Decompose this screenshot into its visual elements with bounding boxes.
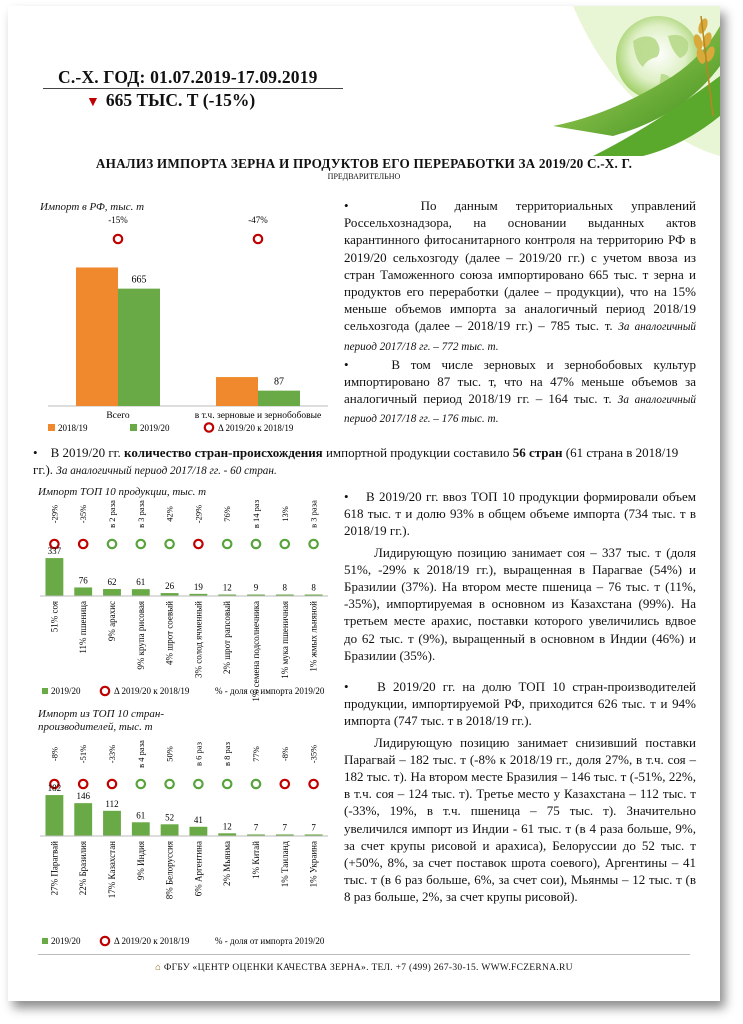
chart3-category-label: 9% Индия	[135, 841, 146, 881]
chart3-value-label: 182	[47, 783, 62, 794]
chart3-change-label: -8%	[279, 746, 290, 762]
chart3-change-label: в 8 раз	[222, 742, 233, 766]
paragraph-5: Лидирующую позицию занимает соя – 337 тыс. т (доля 51%, -29% к 2018/19 гг.), выращенная в Парагвае (54%) и Бразилии (37%). На втором месте пшеница – 76 тыс. т (11%, -35%), импортируемая в основном из Казахстана (99%). На третьем месте арахис, поставки которого увеличились вдвое до 62 тыс. т (9%), выращенный в основном в Индии (46%) и Бразилии (35%).	[344, 544, 696, 663]
chart3-value-label: 7	[282, 822, 288, 833]
chart3-change-marker-neg	[281, 780, 289, 788]
chart2-category-label: 51% соя	[49, 601, 60, 633]
chart1-legend-2018: 2018/19	[58, 423, 88, 433]
p3-part-e: (61 страна в 2018/19 гг.).	[33, 445, 679, 478]
p3-part-d: 56 стран	[512, 445, 563, 460]
chart2-change-marker-neg	[79, 540, 87, 548]
chart2-legend-share: % - доля от импорта 2019/20	[215, 686, 325, 696]
countries-paragraph: • В 2019/20 гг. количество стран-происхождения импортной продукции составило 56 стран (61 страна в 2018/19 гг.). За аналогичный период 2017/18 гг. - 60 стран.	[33, 445, 679, 478]
chart1-bar-2018/19-0	[76, 267, 118, 406]
chart3-bar-2	[103, 811, 121, 836]
chart2-category-label: 1% жмых льняной	[308, 601, 319, 672]
footer	[8, 963, 720, 973]
chart1-change-marker	[114, 235, 122, 243]
chart3-value-label: 12	[222, 821, 232, 832]
chart3-legend-change: Δ 2019/20 к 2018/19	[114, 936, 190, 946]
chart3-change-label: -51%	[78, 744, 89, 764]
paragraph-7: Лидирующую позицию занимает снизивший поставки Парагвай – 182 тыс. т (-8% к 2018/19 гг., доля 27%, в т.ч. соя – 182 тыс. т). На втором месте Бразилия – 146 тыс. т (-51%, 22%, в т.ч. соя – 124 тыс. т). Третье место у Казахстана – 112 тыс. т (-33%, 19%, в т.ч. пшеница – 75 тыс. т). Значительно увеличился импорт из Индии - 61 тыс. т (в 4 раза больше, 9%, за счет крупы рисовой и арахиса), Белоруссии до 52 тыс. т (+50%, 8%, за счет поставок шрота соевого), Аргентины – 41 тыс. т (в 6 раз больше, 6%, за счет сои), Мьянмы – 12 тыс. т (в 8 раз больше, 2%, за счет крупы рисовой).	[344, 734, 696, 905]
chart3-change-marker-neg	[79, 780, 87, 788]
chart3-value-label: 41	[193, 814, 203, 825]
chart3-legend-series: 2019/20	[51, 936, 81, 946]
chart2-change-label: в 2 раза	[107, 500, 117, 528]
chart-top10-countries	[28, 736, 333, 951]
chart2-change-marker-pos	[223, 540, 231, 548]
chart2-bar-0	[45, 558, 63, 596]
chart2-change-marker-pos	[165, 540, 173, 548]
chart2-category-label: 9% арахис	[107, 601, 117, 642]
chart2-change-label: -35%	[78, 504, 89, 524]
page	[8, 6, 720, 1001]
chart1-legend-2019: 2019/20	[140, 423, 170, 433]
paragraph-2: В том числе зерновых и зернобобовых культур импортировано 87 тыс. т, что на 47% меньше объемов за аналогичный период 2018/19 гг. – 164 тыс. т.	[344, 356, 696, 407]
chart3-category-label: 22% Бразилия	[78, 841, 89, 896]
chart1-legend-change: Δ 2019/20 к 2018/19	[218, 423, 294, 433]
chart2-value-label: 62	[107, 577, 117, 588]
chart3-change-label: -33%	[107, 744, 117, 764]
chart2-change-marker-pos	[108, 540, 116, 548]
chart2-bar-2	[103, 589, 121, 596]
chart3-title-line2: производителей, тыс. т	[38, 721, 153, 733]
chart2-change-label: 76%	[222, 506, 233, 522]
chart2-change-label: в 3 раза	[135, 500, 146, 528]
chart3-legend-marker	[101, 937, 109, 945]
chart2-change-marker-pos	[309, 540, 317, 548]
text-block-2: • В 2019/20 гг. ввоз ТОП 10 продукции формировали объем 618 тыс. т и долю 93% в общем объеме импорта (734 тыс. т в 2018/19 гг.). Лидирующую позицию занимает соя – 337 тыс. т (доля 51%, -29% к 2018/19 гг.), выращенная в Парагвае (54%) и Бразилии (37%). На втором месте пшеница – 76 тыс. т (11%, -35%), импортируемая в основном из Казахстана (99%). На третьем месте арахис, поставки которого увеличились вдвое до 62 тыс. т (9%), выращенный в основном в Индии (46%) и Бразилии (35%). • В 2019/20 гг. на долю ТОП 10 стран-производителей продукции, импортируемой РФ, приходится 626 тыс. т и 94% импорта (747 тыс. т в 2018/19 гг.). Лидирующую позицию занимает снизивший поставки Парагвай – 182 тыс. т (-8% к 2018/19 гг., доля 27%, в т.ч. соя – 182 тыс. т). На втором месте Бразилия – 146 тыс. т (-51%, 22%, в т.ч. соя – 124 тыс. т). Третье место у Казахстана – 112 тыс. т (-33%, 19%, в т.ч. пшеница – 75 тыс. т). Значительно увеличился импорт из Индии - 61 тыс. т (в 4 раза больше, 9%, за счет крупы рисовой и арахиса), Белоруссии до 52 тыс. т (+50%, 8%, за счет поставок шрота соевого), Аргентины – 41 тыс. т (в 6 раз больше, 6%, за счет сои), Мьянмы – 12 тыс. т (в 8 раз больше, 2%, за счет крупы рисовой).	[344, 489, 696, 905]
chart2-category-label: 2% шрот рапсовый	[222, 601, 233, 675]
chart3-change-marker-neg	[309, 780, 317, 788]
chart2-value-label: 12	[222, 582, 232, 593]
chart3-bar-5	[189, 827, 207, 836]
chart3-value-label: 112	[105, 798, 119, 809]
paragraph-2-note: За аналогичный период 2017/18 гг. – 176 тыс. т.	[344, 394, 697, 426]
chart3-category-label: 17% Казахстан	[107, 841, 117, 899]
chart3-category-label: 6% Аргентина	[193, 841, 204, 897]
chart3-change-marker-neg	[108, 780, 116, 788]
p3-part-b: количество стран-происхождения	[124, 445, 323, 460]
chart3-title-line1: Импорт из ТОП 10 стран-	[38, 708, 165, 720]
header-divider	[43, 88, 343, 89]
chart2-value-label: 9	[253, 582, 259, 593]
chart3-change-label: в 4 раза	[135, 740, 146, 768]
chart1-legend-swatch-2018	[48, 424, 55, 431]
chart2-value-label: 19	[193, 581, 203, 592]
chart3-category-label: 8% Белоруссия	[164, 841, 175, 900]
chart3-value-label: 61	[136, 810, 146, 821]
text-block-1: • По данным территориальных управлений Россельхознадзора, на основании выданных актов карантинного фитосанитарного контроля на территорию РФ в 2019/20 сельхозгоду (далее – 2019/20 гг.) с учетом ввоза из стран Таможенного союза импортировано 665 тыс. т зерна и продуктов его переработки (далее – продукции), что на 15% меньше объемов импорта за аналогичный период 2018/19 сельхозгода (далее – 2018/19 гг.) – 785 тыс. т. За аналогичный период 2017/18 гг. – 772 тыс. т. • В том числе зерновых и зернобобовых культур импортировано 87 тыс. т, что на 47% меньше объемов за аналогичный период 2018/19 гг. – 164 тыс. т. За аналогичный период 2017/18 гг. – 176 тыс. т.	[344, 198, 697, 426]
chart2-change-label: в 14 раз	[251, 499, 261, 529]
chart2-value-label: 337	[47, 546, 62, 557]
chart1-bar-2019/20-0	[118, 289, 160, 406]
chart3-bar-3	[132, 822, 150, 836]
chart3-bar-1	[74, 803, 92, 836]
chart1-legend-marker	[205, 423, 213, 431]
chart1-value-label: 87	[274, 376, 284, 388]
chart3-value-label: 146	[76, 791, 90, 802]
footer-text: ФГБУ «ЦЕНТР ОЦЕНКИ КАЧЕСТВА ЗЕРНА». ТЕЛ. +7 (499) 267-30-15. WWW.FCZERNA.RU	[163, 963, 573, 973]
chart2-category-label: 9% крупа рисовая	[135, 601, 146, 670]
period-heading: С.-Х. ГОД: 01.07.2019-17.09.2019	[58, 67, 318, 87]
p3-part-a: В 2019/20 гг.	[50, 445, 125, 460]
chart3-change-marker-pos	[223, 780, 231, 788]
chart2-value-label: 8	[311, 582, 316, 593]
chart3-value-label: 7	[311, 822, 316, 833]
chart2-change-label: -29%	[49, 504, 60, 524]
page-title: АНАЛИЗ ИМПОРТА ЗЕРНА И ПРОДУКТОВ ЕГО ПЕРЕРАБОТКИ ЗА 2019/20 С.-Х. Г.	[95, 156, 633, 171]
chart3-change-marker-pos	[252, 780, 260, 788]
chart3-change-marker-pos	[137, 780, 145, 788]
paragraph-4: В 2019/20 гг. ввоз ТОП 10 продукции формировали объем 618 тыс. т и долю 93% в общем объеме импорта (734 тыс. т в 2018/19 гг.).	[344, 489, 696, 539]
chart3-value-label: 7	[253, 822, 259, 833]
chart2-category-label: 11% пшеница	[78, 601, 89, 654]
chart3-category-label: 1% Украина	[308, 841, 319, 888]
chart1-value-label: 665	[131, 274, 147, 286]
chart1-change-label: -15%	[108, 215, 128, 225]
chart2-change-label: -29%	[193, 504, 204, 524]
chart2-category-label: 3% солод ячменный	[193, 601, 204, 679]
chart2-title: Импорт ТОП 10 продукции, тыс. т	[38, 486, 207, 498]
chart3-legend-share: % - доля от импорта 2019/20	[215, 936, 325, 946]
chart3-change-label: 50%	[164, 746, 175, 762]
chart2-category-label: 1% семена подсолнечника	[251, 601, 261, 702]
chart3-category-label: 1% Китай	[251, 841, 261, 879]
chart3-category-label: 1% Таиланд	[279, 841, 290, 888]
chart1-category-label: в т.ч. зерновые и зернобобовые	[194, 411, 322, 421]
chart3-change-marker-pos	[194, 780, 202, 788]
chart3-category-label: 2% Мьянма	[222, 841, 233, 886]
total-change-heading	[86, 90, 255, 111]
chart2-change-marker-pos	[137, 540, 145, 548]
p3-note: За аналогичный период 2017/18 гг. - 60 стран.	[56, 465, 277, 478]
chart1-bar-2019/20-1	[258, 391, 300, 406]
paragraph-6: В 2019/20 гг. на долю ТОП 10 стран-производителей продукции, импортируемой РФ, приходится 626 тыс. т и 94% импорта (747 тыс. т в 2018/19 гг.).	[344, 679, 696, 729]
chart3-change-label: в 6 раз	[193, 742, 204, 766]
chart2-bar-3	[132, 589, 150, 596]
total-change-value: 665 ТЫС. Т (-15%)	[105, 90, 256, 110]
chart3-change-label: -35%	[308, 744, 319, 764]
chart2-value-label: 26	[165, 581, 175, 592]
chart2-change-marker-pos	[281, 540, 289, 548]
down-triangle-icon: ▼	[86, 95, 100, 110]
chart2-value-label: 76	[78, 575, 88, 586]
p3-part-c: импортной продукции составило	[322, 445, 513, 460]
chart1-title: Импорт в РФ, тыс. т	[40, 201, 145, 213]
chart3-bar-4	[161, 824, 179, 836]
chart1-change-marker	[254, 235, 262, 243]
chart3-change-label: -8%	[49, 746, 60, 762]
chart2-change-label: 13%	[279, 506, 290, 522]
chart-top10-products	[28, 496, 333, 706]
chart2-category-label: 4% шрот соевый	[164, 601, 175, 665]
chart2-legend-series: 2019/20	[51, 686, 81, 696]
chart2-legend-swatch	[42, 688, 48, 694]
chart1-change-label: -47%	[248, 215, 268, 225]
paragraph-1-note: За аналогичный период 2017/18 гг. – 772 тыс. т.	[344, 321, 697, 353]
chart3-category-label: 27% Парагвай	[49, 841, 60, 896]
chart2-value-label: 61	[136, 577, 146, 588]
chart3-bar-0	[45, 795, 63, 836]
chart2-change-marker-neg	[194, 540, 202, 548]
chart-import-total	[28, 211, 333, 436]
chart2-category-label: 1% мука пшеничная	[279, 601, 290, 679]
paragraph-1: По данным территориальных управлений Россельхознадзора, на основании выданных актов карантинного фитосанитарного контроля на территорию РФ в 2019/20 сельхозгоду (далее – 2019/20 гг.) с учетом ввоза из стран Таможенного союза импортировано 665 тыс. т зерна и продуктов его переработки (далее – продукции), что на 15% меньше объемов импорта за аналогичный период 2018/19 сельхозгода (далее – 2018/19 гг.) – 785 тыс. т.	[344, 198, 696, 334]
chart2-change-label: 42%	[164, 506, 175, 522]
chart2-value-label: 8	[282, 582, 288, 593]
chart3-value-label: 52	[165, 812, 175, 823]
footer-divider	[38, 954, 690, 955]
chart2-change-label: в 3 раза	[308, 500, 319, 528]
chart1-legend-swatch-2019	[130, 424, 137, 431]
chart3-change-label: 77%	[251, 746, 261, 762]
chart3-change-marker-pos	[165, 780, 173, 788]
chart3-legend-swatch	[42, 938, 48, 944]
chart1-bar-2018/19-1	[216, 377, 258, 406]
chart3-title	[38, 708, 164, 734]
chart1-category-label: Всего	[106, 411, 130, 421]
page-subtitle: ПРЕДВАРИТЕЛЬНО	[327, 172, 401, 181]
chart2-legend-marker	[101, 687, 109, 695]
chart2-change-marker-pos	[252, 540, 260, 548]
globe-wheat-logo	[533, 6, 720, 156]
chart2-legend-change: Δ 2019/20 к 2018/19	[114, 686, 190, 696]
chart2-bar-1	[74, 587, 92, 596]
home-icon: ⌂	[155, 963, 162, 973]
